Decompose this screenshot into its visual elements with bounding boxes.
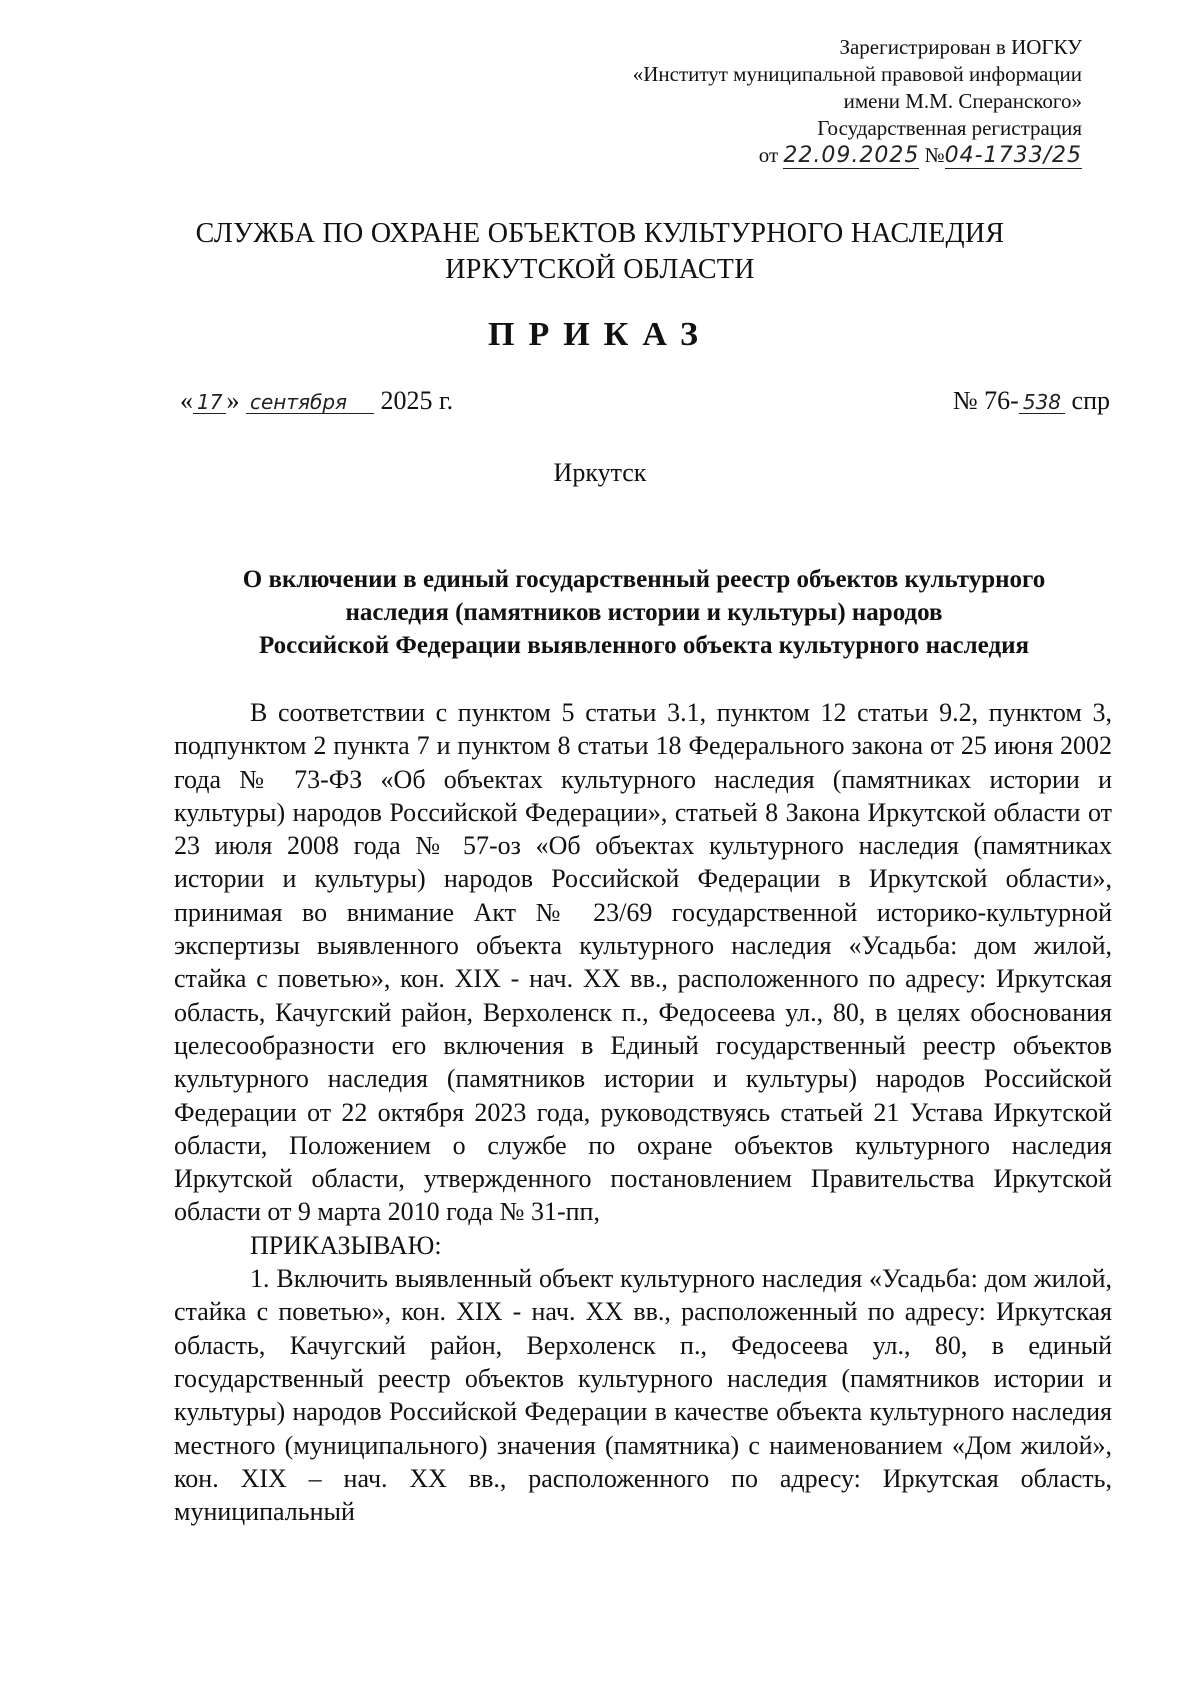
document-heading xyxy=(175,563,1113,662)
date-month-handwritten: сентября xyxy=(246,391,374,414)
registration-line-1: Зарегистрирован в ИОГКУ xyxy=(839,35,1082,59)
heading-line-3: Российской Федерации выявленного объекта культурного наследия xyxy=(258,632,1030,659)
registration-number-prefix: № xyxy=(924,143,945,167)
agency-name-line-2: ИРКУТСКОЙ ОБЛАСТИ xyxy=(445,254,755,285)
heading-line-1: О включении в единый государственный реестр объектов культурного xyxy=(242,566,1046,593)
date-year: 2025 г. xyxy=(380,386,454,415)
document-body xyxy=(174,696,1112,1528)
registration-date-handwritten: 22.09.2025 xyxy=(783,143,920,168)
heading-line-2: наследия (памятников истории и культуры) народов xyxy=(345,599,943,626)
agency-name-line-1: СЛУЖБА ПО ОХРАНЕ ОБЪЕКТОВ КУЛЬТУРНОГО НАСЛЕДИЯ xyxy=(195,218,1005,249)
order-number-handwritten: 538 xyxy=(1019,391,1065,414)
order-date xyxy=(180,386,453,416)
registration-number-handwritten: 04-1733/25 xyxy=(944,143,1082,168)
registration-line-4: Государственная регистрация xyxy=(817,116,1082,140)
order-word: ПРИКАЗЫВАЮ: xyxy=(250,1230,442,1260)
order-number-suffix: спр xyxy=(1071,386,1110,415)
order-number xyxy=(953,386,1110,416)
date-day-handwritten: 17 xyxy=(193,391,226,414)
order-number-prefix: № 76- xyxy=(952,386,1019,415)
registration-line-3: имени М.М. Сперанского» xyxy=(843,89,1082,113)
registration-stamp xyxy=(633,34,1082,169)
registration-line-5 xyxy=(633,142,1082,169)
date-close-quote: » xyxy=(226,386,240,415)
document-title: ПРИКАЗ xyxy=(488,316,712,353)
city: Иркутск xyxy=(553,458,647,487)
date-open-quote: « xyxy=(180,386,193,415)
order-item-1: 1. Включить выявленный объект культурного наследия «Усадьба: дом жилой, стайка с поветью», кон. XIX - нач. XX вв., расположенный по адресу: Иркутская область, Качугский район, Верхоленск п., Федосеева ул., 80, в единый государственный реестр объектов культурного наследия (памятников истории и культуры) народов Российской Федерации в качестве объекта культурного наследия местного (муниципального) значения (памятника) с наименованием «Дом жилой», кон. XIX – нач. XX вв., расположенного по адресу: Иркутская область, муниципальный xyxy=(174,1264,1112,1527)
registration-from-prefix: от xyxy=(758,143,779,167)
agency-name xyxy=(0,216,1200,288)
preamble-paragraph: В соответствии с пунктом 5 статьи 3.1, пунктом 12 статьи 9.2, пунктом 3, подпунктом 2 пункта 7 и пунктом 8 статьи 18 Федерального закона от 25 июня 2002 года № 73-ФЗ «Об объектах культурного наследия (памятниках истории и культуры) народов Российской Федерации», статьей 8 Закона Иркутской области от 23 июля 2008 года № 57-оз «Об объектах культурного наследия (памятниках истории и культуры) народов Российской Федерации в Иркутской области», принимая во внимание Акт № 23/69 государственной историко-культурной экспертизы выявленного объекта культурного наследия «Усадьба: дом жилой, стайка с поветью», кон. XIX - нач. XX вв., расположенного по адресу: Иркутская область, Качугский район, Верхоленск п., Федосеева ул., 80, в целях обоснования целесообразности его включения в Единый государственный реестр объектов культурного наследия (памятников истории и культуры) народов Российской Федерации от 22 октября 2023 года, руководствуясь статьей 21 Устава Иркутской области, Положением о службе по охране объектов культурного наследия Иркутской области, утвержденного постановлением Правительства Иркутской области от 9 марта 2010 года № 31-пп, xyxy=(174,698,1112,1227)
registration-line-2: «Институт муниципальной правовой информации xyxy=(632,62,1082,86)
